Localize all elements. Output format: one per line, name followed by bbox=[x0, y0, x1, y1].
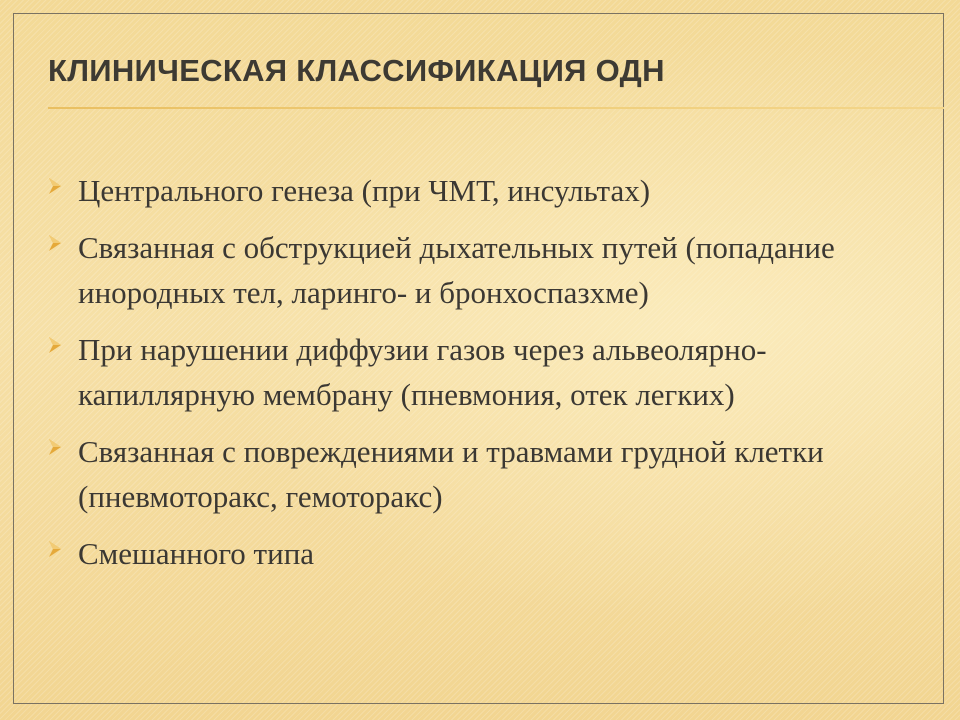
title-underline bbox=[48, 107, 944, 109]
bullet-text: Связанная с повреждениями и травмами грудной клетки (пневмоторакс, гемоторакс) bbox=[78, 434, 824, 514]
bullet-item bbox=[48, 531, 898, 576]
arrowhead-bullet-icon bbox=[48, 540, 62, 558]
slide-title: КЛИНИЧЕСКАЯ КЛАССИФИКАЦИЯ ОДН bbox=[48, 53, 665, 88]
arrowhead-bullet-icon bbox=[48, 177, 62, 195]
bullet-text: Центрального генеза (при ЧМТ, инсультах) bbox=[78, 173, 651, 208]
bullet-item bbox=[48, 327, 898, 417]
bullet-item bbox=[48, 225, 898, 315]
bullet-item bbox=[48, 168, 898, 213]
bullet-text: Связанная с обструкцией дыхательных путей (попадание инородных тел, ларинго- и бронхоспазхме) bbox=[78, 230, 835, 310]
bullet-text: Смешанного типа bbox=[78, 536, 315, 571]
bullet-text: При нарушении диффузии газов через альвеолярно-капиллярную мембрану (пневмония, отек легких) bbox=[78, 332, 767, 412]
arrowhead-bullet-icon bbox=[48, 336, 62, 354]
bullet-list bbox=[48, 168, 898, 588]
arrowhead-bullet-icon bbox=[48, 438, 62, 456]
bullet-item bbox=[48, 429, 898, 519]
arrowhead-bullet-icon bbox=[48, 234, 62, 252]
